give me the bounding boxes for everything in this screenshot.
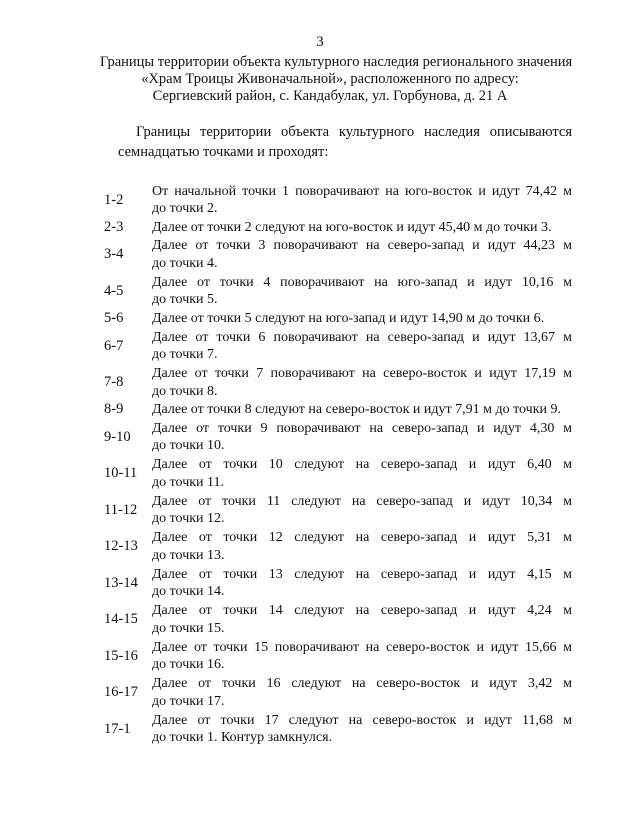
segment-row — [100, 219, 572, 237]
segment-description-line-2: до точки 15. — [152, 620, 225, 636]
segment-id: 15-16 — [104, 647, 138, 664]
segment-description-line-1: Далее от точки 5 следуют на юго-запад и идут 14,90 м до точки 6. — [152, 311, 545, 327]
segment-row — [100, 401, 572, 419]
segment-description — [152, 183, 572, 218]
segment-row — [100, 565, 572, 602]
segment-description — [152, 529, 572, 564]
segment-row — [100, 492, 572, 529]
segment-description — [152, 219, 572, 237]
segment-row — [100, 529, 572, 566]
segment-description — [152, 602, 572, 637]
segment-description-line-2: до точки 10. — [152, 438, 225, 454]
title-line-2: «Храм Троицы Живоначальной», расположенного по адресу: — [141, 71, 519, 87]
segment-row — [100, 456, 572, 493]
segment-description — [152, 329, 572, 364]
segment-description-line-2: до точки 12. — [152, 511, 225, 527]
segment-id: 8-9 — [104, 401, 124, 418]
segment-description — [152, 566, 572, 601]
segment-id: 1-2 — [104, 191, 124, 208]
segment-row — [100, 711, 572, 748]
segment-row — [100, 328, 572, 365]
segment-description-line-1: Далее от точки 12 следуют на северо-запад и идут 5,31 м — [152, 530, 572, 546]
segment-description — [152, 420, 572, 455]
segment-description-line-2: до точки 11. — [152, 474, 225, 490]
segment-id: 9-10 — [104, 428, 131, 445]
segment-row — [100, 419, 572, 456]
segment-row — [100, 675, 572, 712]
segment-description — [152, 274, 572, 309]
segment-description-line-2: до точки 13. — [152, 547, 225, 563]
segment-id: 13-14 — [104, 574, 138, 591]
segment-description-line-2: до точки 14. — [152, 584, 225, 600]
segment-description — [152, 365, 572, 400]
segment-description-line-1: Далее от точки 4 поворачивают на юго-запад и идут 10,16 м — [152, 274, 572, 290]
segment-description-line-2: до точки 1. Контур замкнулся. — [152, 730, 333, 746]
intro-paragraph — [118, 122, 572, 162]
segment-id: 6-7 — [104, 337, 124, 354]
segment-description-line-1: Далее от точки 11 следуют на северо-запад и идут 10,34 м — [152, 493, 572, 509]
segment-description-line-1: Далее от точки 14 следуют на северо-запад и идут 4,24 м — [152, 603, 572, 619]
segment-description-line-1: Далее от точки 16 следуют на северо-восток и идут 3,42 м — [152, 676, 572, 692]
intro-line-1: Границы территории объекта культурного наследия описываются — [136, 124, 572, 140]
intro-line-2: семнадцатью точками и проходят: — [118, 144, 329, 160]
segment-description-line-2: до точки 17. — [152, 693, 225, 709]
segment-id: 16-17 — [104, 684, 138, 701]
segment-description-line-2: до точки 4. — [152, 255, 218, 271]
segment-description-line-1: Далее от точки 2 следуют на юго-восток и идут 45,40 м до точки 3. — [152, 219, 552, 235]
segment-row — [100, 364, 572, 401]
segment-description-line-1: Далее от точки 6 поворачивают на северо-запад и идут 13,67 м — [152, 329, 572, 345]
segment-id: 10-11 — [104, 465, 138, 482]
segment-description-line-1: Далее от точки 17 следуют на северо-восток и идут 11,68 м — [152, 712, 572, 728]
page-number: 3 — [316, 34, 324, 50]
boundary-segments-list — [100, 182, 572, 748]
segment-description — [152, 310, 572, 328]
segment-description-line-2: до точки 16. — [152, 657, 225, 673]
segment-description-line-2: до точки 2. — [152, 201, 218, 217]
segment-id: 2-3 — [104, 219, 124, 236]
segment-id: 3-4 — [104, 246, 124, 263]
segment-row — [100, 638, 572, 675]
segment-description-line-2: до точки 5. — [152, 292, 218, 308]
segment-id: 4-5 — [104, 282, 124, 299]
segment-id: 5-6 — [104, 310, 124, 327]
segment-description-line-1: Далее от точки 9 поворачивают на северо-запад и идут 4,30 м — [152, 420, 572, 436]
segment-row — [100, 237, 572, 274]
document-title — [100, 54, 573, 105]
segment-description — [152, 456, 572, 491]
segment-description-line-1: Далее от точки 8 следуют на северо-восток и идут 7,91 м до точки 9. — [152, 402, 562, 418]
segment-description — [152, 493, 572, 528]
title-line-3: Сергиевский район, с. Кандабулак, ул. Горбунова, д. 21 А — [152, 88, 508, 104]
segment-id: 7-8 — [104, 374, 124, 391]
segment-row — [100, 602, 572, 639]
segment-row — [100, 273, 572, 310]
segment-description — [152, 237, 572, 272]
segment-description-line-1: Далее от точки 13 следуют на северо-запад и идут 4,15 м — [152, 566, 572, 582]
segment-description-line-1: От начальной точки 1 поворачивают на юго-восток и идут 74,42 м — [152, 183, 572, 199]
segment-description — [152, 675, 572, 710]
segment-id: 12-13 — [104, 538, 138, 555]
segment-id: 11-12 — [104, 501, 138, 518]
segment-row — [100, 182, 572, 219]
segment-description-line-1: Далее от точки 3 поворачивают на северо-запад и идут 44,23 м — [152, 238, 572, 254]
segment-description-line-1: Далее от точки 7 поворачивают на северо-восток и идут 17,19 м — [152, 366, 572, 382]
segment-row — [100, 310, 572, 328]
segment-description — [152, 712, 572, 747]
title-line-1: Границы территории объекта культурного наследия регионального значения — [100, 54, 573, 70]
segment-description-line-1: Далее от точки 15 поворачивают на северо-восток и идут 15,66 м — [152, 639, 572, 655]
segment-description-line-2: до точки 7. — [152, 347, 218, 363]
segment-description — [152, 401, 572, 419]
segment-description-line-2: до точки 8. — [152, 383, 218, 399]
segment-id: 17-1 — [104, 720, 131, 737]
segment-description — [152, 639, 572, 674]
segment-id: 14-15 — [104, 611, 138, 628]
segment-description-line-1: Далее от точки 10 следуют на северо-запад и идут 6,40 м — [152, 457, 572, 473]
